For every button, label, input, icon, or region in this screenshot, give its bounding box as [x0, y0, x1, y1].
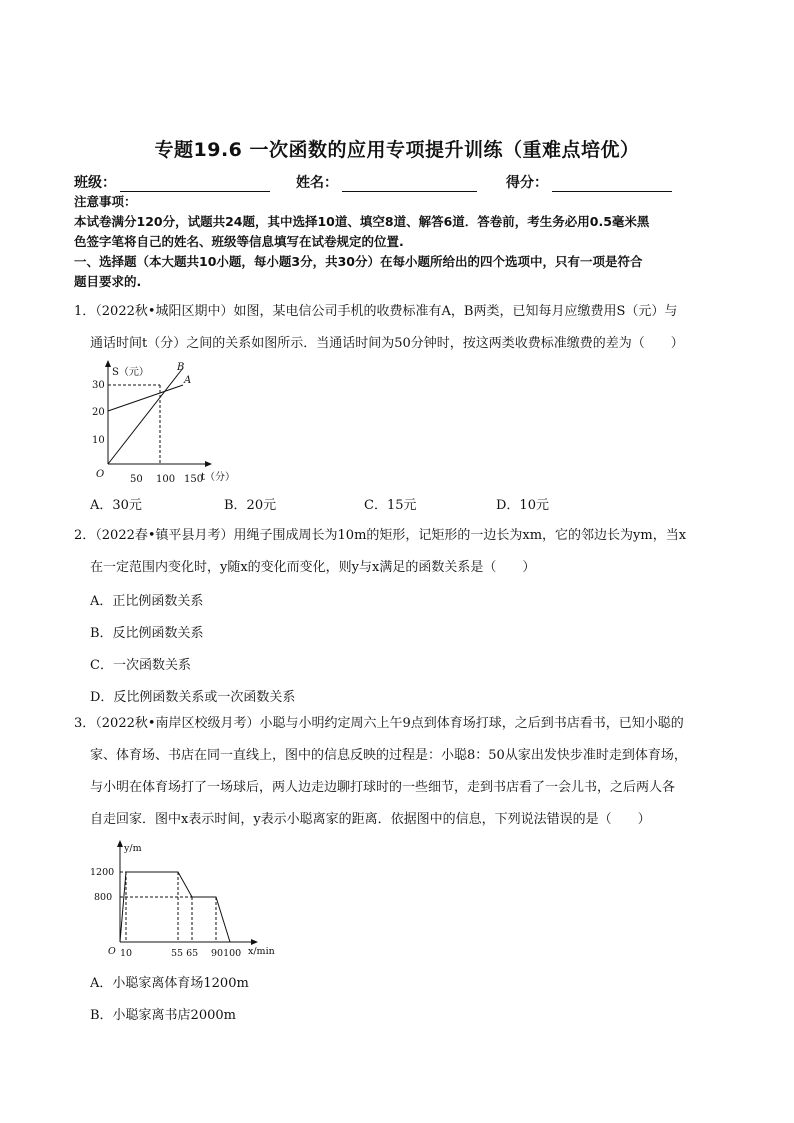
q1-label-b: B	[177, 362, 185, 373]
score-label: 得分：	[506, 175, 548, 191]
q1-x-tick-150: 150	[184, 474, 204, 485]
q3-line-4: 自走回家．图中x表示时间，y表示小聪离家的距离．依据图中的信息，下列说法错误的是（ ）	[90, 812, 651, 827]
q3-origin: O	[108, 946, 116, 957]
class-field	[74, 172, 270, 192]
q3-y-label: y/m	[124, 843, 142, 854]
q3-y-tick-800: 800	[94, 892, 113, 903]
q3-y-arrow	[117, 840, 123, 847]
q1-option-d[interactable]: D．10元	[496, 498, 549, 513]
q2-option-a[interactable]: A．正比例函数关系	[90, 594, 204, 609]
class-blank[interactable]	[120, 175, 270, 192]
q1-y-tick-30: 30	[92, 380, 105, 391]
q1-x-label: t（分）	[201, 472, 236, 483]
q3-option-a[interactable]: A．小聪家离体育场1200m	[90, 976, 249, 991]
q3-graph	[84, 838, 284, 962]
q1-line-1: 1．（2022秋•城阳区期中）如图，某电信公司手机的收费标准有A，B两类，已知每月应缴费用S（元）与	[74, 304, 678, 319]
q1-line-2: 通话时间t（分）之间的关系如图所示．当通话时间为50分钟时，按这两类收费标准缴费的差为（ ）	[90, 336, 684, 351]
q2-line-2: 在一定范围内变化时，y随x的变化而变化，则y与x满足的函数关系是（ ）	[90, 560, 536, 575]
q3-x-label: x/min	[248, 946, 275, 957]
section-line-2: 题目要求的.	[74, 274, 142, 289]
q3-line-2: 家、体育场、书店在同一直线上，图中的信息反映的过程是：小聪8：50从家出发快步准时走到体育场，	[90, 748, 687, 763]
name-blank[interactable]	[342, 175, 477, 192]
q1-origin: O	[96, 469, 105, 480]
score-blank[interactable]	[552, 175, 672, 192]
q1-option-c[interactable]: C．15元	[364, 498, 417, 513]
question-2	[74, 520, 734, 584]
q1-label-a: A	[184, 375, 192, 386]
notes-line-2: 色签字笔将自己的姓名、班级等信息填写在试卷规定的位置.	[74, 234, 404, 249]
q1-x-tick-50: 50	[130, 474, 143, 485]
notes-line-1: 本试卷满分120分，试题共24题，其中选择10道、填空8道、解答6道．答卷前，考生务必用0.5毫米黑	[74, 214, 650, 229]
q1-y-tick-20: 20	[92, 407, 105, 418]
name-label: 姓名：	[296, 175, 338, 191]
q1-x-tick-100: 100	[156, 474, 176, 485]
q1-y-label: S（元）	[112, 367, 149, 378]
notes-heading: 注意事项：	[74, 194, 137, 209]
q2-line-1: 2．（2022春•镇平县月考）用绳子围成周长为10m的矩形，记矩形的一边长为xm，它的邻边长为ym，当x	[74, 528, 687, 543]
notes-block	[74, 192, 734, 292]
q3-option-b[interactable]: B．小聪家离书店2000m	[90, 1008, 236, 1023]
q1-y-tick-10: 10	[92, 435, 105, 446]
q1-option-b[interactable]: B．20元	[224, 498, 277, 513]
class-label: 班级：	[74, 175, 116, 191]
q2-option-b[interactable]: B．反比例函数关系	[90, 626, 204, 641]
page-title: 专题19.6 一次函数的应用专项提升训练（重难点培优）	[154, 139, 640, 161]
q2-option-d[interactable]: D．反比例函数关系或一次函数关系	[90, 690, 296, 705]
section-line-1: 一、选择题（本大题共10小题，每小题3分，共30分）在每小题所给出的四个选项中，只有一项是符合	[74, 254, 643, 269]
question-3	[74, 708, 734, 836]
q1-x-arrow	[205, 461, 212, 467]
q3-y-tick-1200: 1200	[90, 867, 115, 878]
q3-line-3: 与小明在体育场打了一场球后，两人边走边聊打球时的一些细节，走到书店看了一会儿书，之后两人各	[90, 780, 676, 795]
q2-option-c[interactable]: C．一次函数关系	[90, 658, 191, 673]
name-field	[296, 172, 477, 192]
score-field	[506, 172, 672, 192]
q3-line-1: 3．（2022秋•南岸区校级月考）小聪与小明约定周六上午9点到体育场打球，之后到书店看书，已知小聪的	[74, 716, 684, 731]
q1-y-arrow	[105, 360, 111, 367]
question-1	[74, 296, 734, 360]
q1-option-a[interactable]: A．30元	[90, 498, 142, 513]
q3-x-tick-10: 10	[120, 948, 133, 959]
q3-x-tick-90-100: 90100	[211, 948, 242, 959]
q3-x-tick-55-65: 55 65	[171, 948, 199, 959]
q1-graph	[84, 358, 244, 488]
student-info-row	[74, 172, 734, 194]
q3-x-arrow	[251, 939, 258, 945]
q1-line-b	[108, 368, 183, 464]
q3-path	[120, 872, 230, 942]
q1-line-a	[108, 385, 183, 411]
